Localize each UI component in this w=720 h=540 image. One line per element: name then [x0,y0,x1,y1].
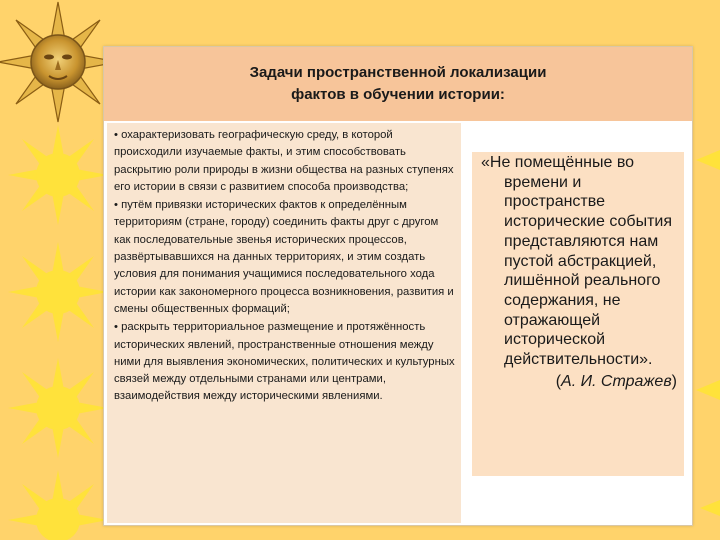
title-line-2: фактов в обучении истории: [291,86,505,103]
task-item: • путём привязки исторических фактов к определённым территориям (стране, городу) соединить факты друг с другом как последовательные звенья исторических процессов, развёртывавшихся на данных территориях, и этим создать условия для понимания учащимися последовательного хода истории как закономерного процесса возникновения, развития и смены общественных формаций; [114,199,454,315]
ray-decorations [694,0,720,540]
quote-author [477,372,677,392]
sun-icon [8,470,108,540]
sun-icon [8,242,108,342]
slide-card [103,46,693,526]
slide-title [104,47,692,121]
task-item: • раскрыть территориальное размещение и протяжённость исторических явлений, пространственные отношения между ними для выявления экономических, политических и культурных связей между отдельными странами или центрами, взаимодействия между историческими явлениями. [114,321,455,403]
quote-author-name: А. И. Стражев [561,372,672,390]
sun-icon [8,125,108,225]
sun-face-icon [0,2,115,122]
title-line-1: Задачи пространственной локализации [249,64,547,81]
tasks-list [107,123,461,523]
sun-icon [8,358,108,458]
quote-close-paren: ) [671,372,677,390]
quote-box [472,152,684,476]
sun-decorations [0,0,115,540]
quote-text: «Не помещённые во времени и пространстве исторические события представляются нам пустой абстракцией, лишённой реального содержания, не отражающей исторической действительности». [481,154,673,369]
task-item: • охарактеризовать географическую среду, в которой происходили изучаемые факты, и этим способствовать раскрытию роли природы в жизни общества на разных ступенях его истории в связи с развитием способа производства; [114,129,454,193]
quote-open-paren: ( [555,372,562,390]
